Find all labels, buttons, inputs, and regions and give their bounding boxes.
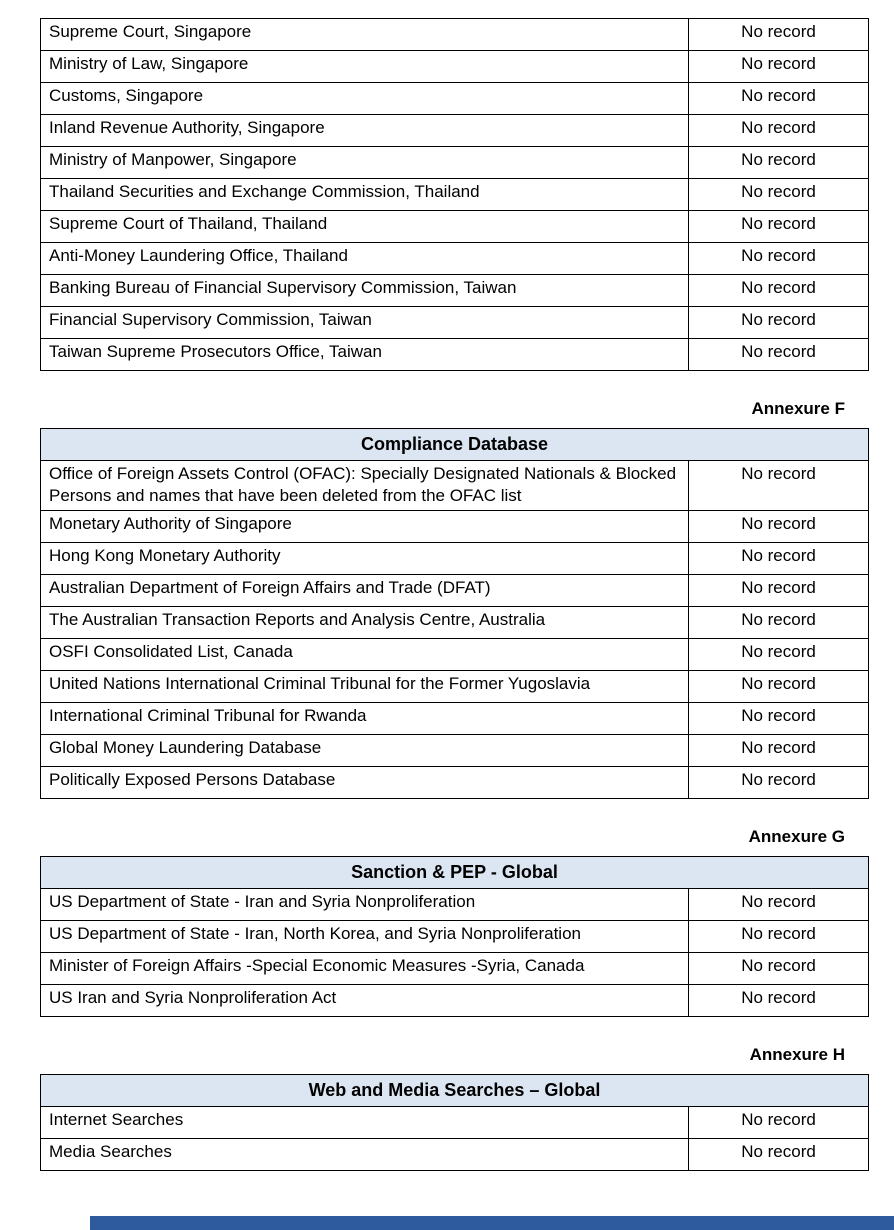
result-cell: No record: [689, 511, 869, 543]
result-cell: No record: [689, 179, 869, 211]
table-row: [41, 985, 869, 1017]
annexure-label-g: Annexure G: [748, 827, 845, 846]
source-cell: Ministry of Law, Singapore: [41, 51, 689, 83]
result-cell: No record: [689, 51, 869, 83]
screening-table-continued: [40, 18, 869, 371]
table-row: [41, 307, 869, 339]
table-row: [41, 461, 869, 511]
table-row: [41, 83, 869, 115]
source-cell: Internet Searches: [41, 1107, 689, 1139]
result-cell: No record: [689, 1107, 869, 1139]
source-cell: US Department of State - Iran, North Korea, and Syria Nonproliferation: [41, 921, 689, 953]
table-row: [41, 243, 869, 275]
source-cell: Global Money Laundering Database: [41, 735, 689, 767]
result-cell: No record: [689, 639, 869, 671]
result-cell: No record: [689, 575, 869, 607]
result-cell: No record: [689, 339, 869, 371]
table-row: [41, 575, 869, 607]
result-cell: No record: [689, 735, 869, 767]
result-cell: No record: [689, 889, 869, 921]
sanction-pep-global-table: [40, 856, 869, 1017]
table-row: [41, 115, 869, 147]
table-row: [41, 147, 869, 179]
table-title: Web and Media Searches – Global: [41, 1075, 869, 1107]
source-cell: Banking Bureau of Financial Supervisory Commission, Taiwan: [41, 275, 689, 307]
result-cell: No record: [689, 211, 869, 243]
result-cell: No record: [689, 19, 869, 51]
result-cell: No record: [689, 767, 869, 799]
result-cell: No record: [689, 243, 869, 275]
source-cell: Anti-Money Laundering Office, Thailand: [41, 243, 689, 275]
table-row: [41, 1139, 869, 1171]
table-row: [41, 51, 869, 83]
source-cell: Inland Revenue Authority, Singapore: [41, 115, 689, 147]
source-cell: US Department of State - Iran and Syria Nonproliferation: [41, 889, 689, 921]
result-cell: No record: [689, 461, 869, 511]
table-row: [41, 511, 869, 543]
source-cell: Monetary Authority of Singapore: [41, 511, 689, 543]
table-row: [41, 921, 869, 953]
table-row: [41, 543, 869, 575]
result-cell: No record: [689, 275, 869, 307]
annexure-label-h: Annexure H: [749, 1045, 845, 1064]
table-row: [41, 889, 869, 921]
source-cell: Minister of Foreign Affairs -Special Economic Measures -Syria, Canada: [41, 953, 689, 985]
source-cell: Media Searches: [41, 1139, 689, 1171]
table-row: [41, 767, 869, 799]
result-cell: No record: [689, 985, 869, 1017]
table-title-row: [41, 429, 869, 461]
table-row: [41, 275, 869, 307]
source-cell: Australian Department of Foreign Affairs and Trade (DFAT): [41, 575, 689, 607]
source-cell: Ministry of Manpower, Singapore: [41, 147, 689, 179]
source-cell: Taiwan Supreme Prosecutors Office, Taiwan: [41, 339, 689, 371]
table-row: [41, 607, 869, 639]
source-cell: Customs, Singapore: [41, 83, 689, 115]
source-cell: US Iran and Syria Nonproliferation Act: [41, 985, 689, 1017]
source-cell: United Nations International Criminal Tribunal for the Former Yugoslavia: [41, 671, 689, 703]
source-cell: OSFI Consolidated List, Canada: [41, 639, 689, 671]
table-row: [41, 211, 869, 243]
table-row: [41, 179, 869, 211]
result-cell: No record: [689, 921, 869, 953]
source-cell: The Australian Transaction Reports and Analysis Centre, Australia: [41, 607, 689, 639]
table-title-row: [41, 857, 869, 889]
annexure-label-f: Annexure F: [751, 399, 845, 418]
table-row: [41, 1107, 869, 1139]
result-cell: No record: [689, 543, 869, 575]
source-cell: Politically Exposed Persons Database: [41, 767, 689, 799]
table-title-row: [41, 1075, 869, 1107]
result-cell: No record: [689, 703, 869, 735]
result-cell: No record: [689, 307, 869, 339]
table-title: Compliance Database: [41, 429, 869, 461]
result-cell: No record: [689, 671, 869, 703]
table-row: [41, 671, 869, 703]
source-cell: Financial Supervisory Commission, Taiwan: [41, 307, 689, 339]
source-cell: Supreme Court, Singapore: [41, 19, 689, 51]
result-cell: No record: [689, 953, 869, 985]
compliance-database-table: [40, 428, 869, 799]
table-row: [41, 639, 869, 671]
table-row: [41, 19, 869, 51]
footer-bar: [90, 1216, 894, 1230]
table-row: [41, 735, 869, 767]
table-row: [41, 339, 869, 371]
source-cell: Hong Kong Monetary Authority: [41, 543, 689, 575]
table-title: Sanction & PEP - Global: [41, 857, 869, 889]
table-row: [41, 953, 869, 985]
source-cell: International Criminal Tribunal for Rwanda: [41, 703, 689, 735]
source-cell: Office of Foreign Assets Control (OFAC): Specially Designated Nationals & Blocked Persons and names that have been deleted from the OFAC list: [41, 461, 689, 511]
result-cell: No record: [689, 147, 869, 179]
result-cell: No record: [689, 115, 869, 147]
web-media-searches-table: [40, 1074, 869, 1171]
result-cell: No record: [689, 83, 869, 115]
result-cell: No record: [689, 1139, 869, 1171]
source-cell: Supreme Court of Thailand, Thailand: [41, 211, 689, 243]
result-cell: No record: [689, 607, 869, 639]
source-cell: Thailand Securities and Exchange Commission, Thailand: [41, 179, 689, 211]
table-row: [41, 703, 869, 735]
